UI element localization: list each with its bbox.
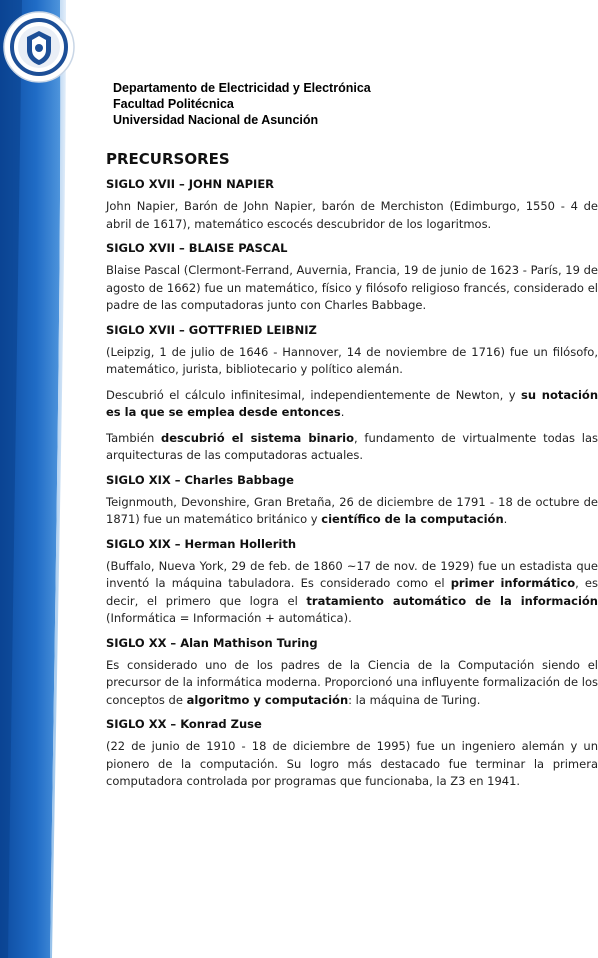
paragraph-text: (22 de junio de 1910 - 18 de diciembre de 1995) fue un ingeniero alemán y un pionero de la computación. Su logro más destacado fue terminar la primera computadora controlada por programas que funcionaba, la Z3 en 1941. [106, 739, 598, 788]
precursor-entry [106, 241, 598, 315]
emphasized-text: algoritmo y computación [186, 692, 349, 707]
paragraph-text: , es decir, el primero que logra el [106, 576, 598, 608]
emphasized-text: descubrió el sistema binario [161, 430, 355, 445]
entry-title: SIGLO XVII – JOHN NAPIER [106, 177, 275, 191]
entry-paragraph [106, 738, 598, 791]
entry-title: SIGLO XX – Alan Mathison Turing [106, 635, 318, 650]
entry-paragraph [106, 344, 598, 379]
emphasized-text: primer informático [450, 576, 576, 590]
paragraph-text: John Napier, Barón de John Napier, barón de Merchiston (Edimburgo, 1550 - 4 de abril de 1617), matemático escocés descubridor de los logaritmos. [106, 199, 598, 231]
entry-paragraph [106, 262, 598, 315]
entry-paragraph [106, 430, 598, 465]
paragraph-text: , fundamento de virtualmente todas las arquitecturas de las computadoras actuales. [106, 430, 598, 462]
precursors-list [106, 177, 598, 791]
entry-title: SIGLO XIX – Charles Babbage [106, 472, 294, 487]
university-seal-icon [2, 10, 76, 84]
institution-header [113, 80, 371, 128]
paragraph-text: (Informática = Información + automática). [106, 611, 352, 625]
department-name: Departamento de Electricidad y Electrónica [113, 81, 371, 95]
paragraph-text: También [106, 430, 161, 445]
paragraph-text: . [503, 512, 508, 526]
emphasized-text: su notación es la que se emplea desde entonces [106, 387, 598, 419]
precursor-entry [106, 177, 598, 233]
paragraph-text: : la máquina de Turing. [348, 692, 481, 707]
university-name: Universidad Nacional de Asunción [113, 113, 319, 127]
entry-title: SIGLO XVII – BLAISE PASCAL [106, 241, 288, 255]
entry-paragraph [106, 198, 598, 233]
emphasized-text: científico de la computación [321, 512, 504, 526]
precursor-entry [106, 537, 598, 628]
precursor-entry [106, 717, 598, 791]
decorative-side-band [0, 0, 80, 958]
faculty-name: Facultad Politécnica [113, 97, 234, 111]
entry-title: SIGLO XX – Konrad Zuse [106, 717, 262, 731]
paragraph-text: . [340, 405, 345, 419]
precursor-entry [106, 636, 598, 710]
entry-title: SIGLO XIX – Herman Hollerith [106, 536, 297, 551]
entry-paragraph [106, 387, 598, 422]
paragraph-text: Descubrió el cálculo infinitesimal, independientemente de Newton, y [106, 387, 521, 402]
entry-paragraph [106, 494, 598, 529]
paragraph-text: Es considerado uno de los padres de la Ciencia de la Computación siendo el precursor de la informática moderna. Proporcionó una influyente formalización de los conceptos de [106, 657, 598, 707]
entry-title: SIGLO XVII – GOTTFRIED LEIBNIZ [106, 322, 317, 337]
paragraph-text: (Leipzig, 1 de julio de 1646 - Hannover, 14 de noviembre de 1716) fue un filósofo, matemático, jurista, bibliotecario y político alemán. [106, 344, 598, 376]
paragraph-text: Blaise Pascal (Clermont-Ferrand, Auvernia, Francia, 19 de junio de 1623 - París, 19 de agosto de 1662) fue un matemático, físico y filósofo religioso francés, considerado el padre de las computadoras junto con Charles Babbage. [106, 263, 598, 312]
paragraph-text: (Buffalo, Nueva York, 29 de feb. de 1860 ~17 de nov. de 1929) fue un estadista que inventó la máquina tabuladora. Es considerado como el [106, 558, 598, 590]
paragraph-text: Teignmouth, Devonshire, Gran Bretaña, 26 de diciembre de 1791 - 18 de octubre de 1871) fue un matemático británico y [106, 494, 598, 526]
entry-paragraph [106, 558, 598, 628]
precursor-entry [106, 323, 598, 465]
precursor-entry [106, 473, 598, 529]
emphasized-text: tratamiento automático de la información [306, 593, 598, 608]
document-body [106, 150, 598, 799]
entry-paragraph [106, 657, 598, 710]
section-title: PRECURSORES [106, 150, 230, 168]
